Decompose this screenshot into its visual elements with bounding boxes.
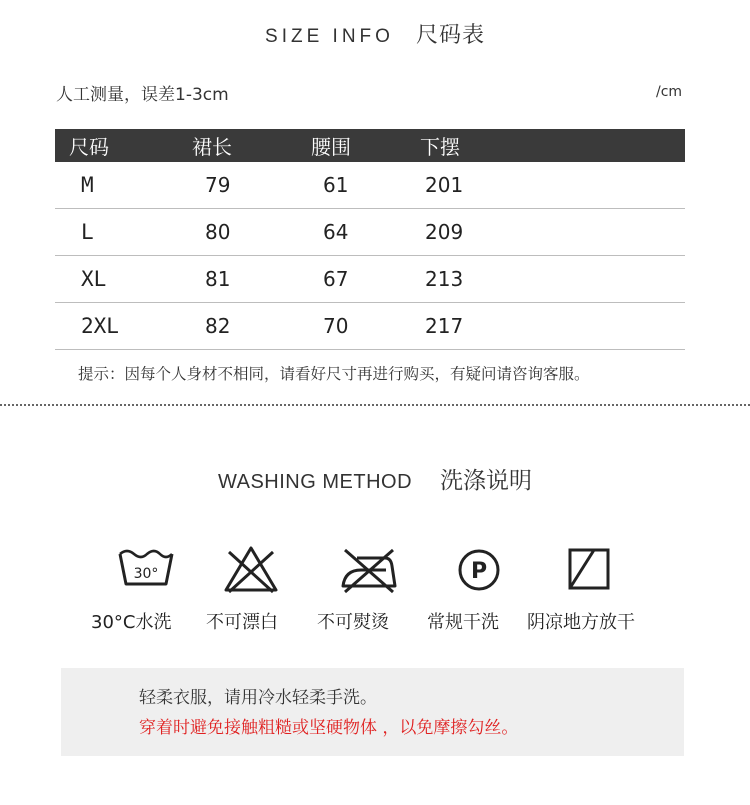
length-cell: 79 <box>192 162 311 209</box>
length-cell: 81 <box>192 256 311 303</box>
washing-method-title-zh: 洗涤说明 <box>440 468 533 494</box>
unit-label: /cm <box>656 84 683 100</box>
table-row <box>55 162 685 209</box>
hem-cell: 213 <box>420 256 685 303</box>
no-iron-icon <box>339 544 399 596</box>
size-table-header <box>55 129 685 162</box>
length-cell: 82 <box>192 303 311 350</box>
care-note-box <box>61 668 684 756</box>
size-cell: XL <box>55 256 192 303</box>
no-bleach-icon <box>221 544 281 596</box>
care-note-1: 轻柔衣服，请用冷水轻柔手洗。 <box>139 688 377 708</box>
size-table <box>55 129 685 350</box>
waist-cell: 64 <box>311 209 420 256</box>
hem-cell: 209 <box>420 209 685 256</box>
wash-temp-text: 30° <box>133 566 159 582</box>
table-row <box>55 256 685 303</box>
length-cell: 80 <box>192 209 311 256</box>
washing-method-title-en: WASHING METHOD <box>217 471 413 493</box>
waist-cell: 70 <box>311 303 420 350</box>
no-bleach-label: 不可漂白 <box>206 612 278 633</box>
size-cell: L <box>55 209 192 256</box>
shade-dry-label: 阴凉地方放干 <box>527 612 635 633</box>
dotted-divider <box>0 404 750 406</box>
header-waist: 腰围 <box>311 129 420 162</box>
professional-clean-icon <box>449 544 509 596</box>
wash-30-icon <box>116 544 176 596</box>
header-size: 尺码 <box>55 129 192 162</box>
care-note-2: 穿着时避免接触粗糙或坚硬物体 ，以免摩擦勾丝。 <box>139 718 519 738</box>
dry-clean-label: 常规干洗 <box>427 612 499 633</box>
size-cell: M <box>55 162 192 209</box>
shade-dry-icon <box>559 544 619 596</box>
header-length: 裙长 <box>192 129 311 162</box>
waist-cell: 61 <box>311 162 420 209</box>
washing-method-title <box>0 462 750 495</box>
table-row <box>55 303 685 350</box>
size-info-title-zh: 尺码表 <box>415 23 485 48</box>
size-cell: 2XL <box>55 303 192 350</box>
size-info-title <box>0 18 750 49</box>
p-letter: P <box>470 559 488 584</box>
no-iron-label: 不可熨烫 <box>317 612 389 633</box>
header-hem: 下摆 <box>420 129 685 162</box>
hem-cell: 217 <box>420 303 685 350</box>
wash-30-label: 30°C水洗 <box>91 612 172 633</box>
measurement-note: 人工测量，误差1-3cm <box>56 85 229 105</box>
table-row <box>55 209 685 256</box>
hem-cell: 201 <box>420 162 685 209</box>
size-tip: 提示：因每个人身材不相同，请看好尺寸再进行购买，有疑问请咨询客服。 <box>78 365 590 383</box>
waist-cell: 67 <box>311 256 420 303</box>
size-info-title-en: SIZE INFO <box>265 26 394 47</box>
